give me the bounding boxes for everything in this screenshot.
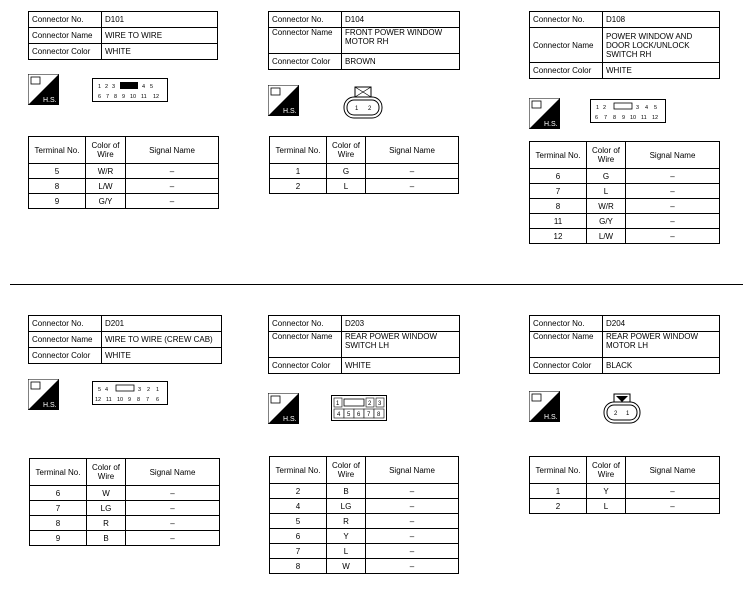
table-row: 2 L –: [530, 499, 720, 514]
table-row: 6 G –: [530, 169, 720, 184]
svg-text:1: 1: [355, 106, 359, 112]
table-row: 12 L/W –: [530, 229, 720, 244]
connector-face-icon: [342, 86, 384, 120]
terminal-no-header: Terminal No.: [270, 457, 327, 484]
svg-text:7: 7: [146, 397, 150, 403]
svg-text:4: 4: [142, 84, 146, 90]
svg-text:H.S.: H.S.: [43, 97, 57, 104]
table-row: 8 L/W –: [29, 179, 219, 194]
signal-name-header: Signal Name: [126, 137, 219, 164]
svg-text:8: 8: [114, 94, 118, 100]
connector-name-value: REAR POWER WINDOW MOTOR LH: [603, 332, 720, 358]
signal-name-header: Signal Name: [366, 457, 459, 484]
terminal-no-header: Terminal No.: [530, 457, 587, 484]
terminal-table-d204: [529, 456, 720, 514]
connector-color-value: BROWN: [342, 54, 460, 70]
hs-icon: [268, 393, 299, 424]
svg-text:4: 4: [337, 412, 341, 418]
svg-text:1: 1: [336, 401, 340, 407]
svg-text:10: 10: [117, 397, 124, 403]
connector-no-value: D108: [603, 12, 720, 28]
svg-text:3: 3: [112, 84, 116, 90]
svg-text:8: 8: [377, 412, 381, 418]
svg-text:1: 1: [626, 411, 630, 417]
svg-text:11: 11: [141, 94, 147, 100]
connector-name-label: Connector Name: [530, 332, 603, 358]
connector-name-value: REAR POWER WINDOW SWITCH LH: [342, 332, 460, 358]
terminal-no-header: Terminal No.: [270, 137, 327, 164]
table-row: 5 W/R –: [29, 164, 219, 179]
svg-text:1: 1: [98, 84, 102, 90]
color-of-wire-header: Color of Wire: [587, 142, 626, 169]
table-row: 9 B –: [30, 531, 220, 546]
connector-color-label: Connector Color: [269, 54, 342, 70]
table-row: 1 G –: [270, 164, 459, 179]
connector-d204-face: [602, 393, 642, 430]
svg-text:4: 4: [645, 105, 649, 111]
terminal-table-d108: [529, 141, 720, 244]
svg-text:12: 12: [95, 397, 102, 403]
table-row: 2 L –: [270, 179, 459, 194]
terminal-table-d201: [29, 458, 220, 546]
table-row: 9 G/Y –: [29, 194, 219, 209]
svg-text:3: 3: [636, 105, 640, 111]
svg-text:8: 8: [613, 115, 617, 121]
hs-icon: [28, 74, 59, 105]
color-of-wire-header: Color of Wire: [327, 457, 366, 484]
connector-color-value: WHITE: [102, 44, 218, 60]
svg-text:7: 7: [106, 94, 110, 100]
svg-text:2: 2: [603, 105, 607, 111]
svg-text:2: 2: [105, 84, 109, 90]
color-of-wire-header: Color of Wire: [87, 459, 126, 486]
connector-d101-face: [92, 78, 168, 107]
connector-no-value: D104: [342, 12, 460, 28]
svg-text:H.S.: H.S.: [283, 108, 297, 115]
connector-d108-info: [529, 11, 720, 79]
svg-text:5: 5: [347, 412, 351, 418]
svg-text:9: 9: [622, 115, 626, 121]
svg-text:7: 7: [367, 412, 371, 418]
connector-name-label: Connector Name: [530, 28, 603, 63]
hs-icon: [268, 85, 299, 116]
svg-text:12: 12: [652, 115, 659, 121]
table-row: 8 R –: [30, 516, 220, 531]
signal-name-header: Signal Name: [366, 137, 459, 164]
connector-no-value: D203: [342, 316, 460, 332]
svg-text:1: 1: [596, 105, 600, 111]
svg-text:4: 4: [105, 387, 109, 393]
svg-text:11: 11: [641, 115, 647, 121]
svg-text:5: 5: [150, 84, 154, 90]
svg-text:7: 7: [604, 115, 608, 121]
section-divider: [10, 284, 743, 285]
table-row: 4 LG –: [270, 499, 459, 514]
connector-color-label: Connector Color: [269, 358, 342, 374]
terminal-no-header: Terminal No.: [30, 459, 87, 486]
connector-no-value: D201: [102, 316, 222, 332]
svg-text:2: 2: [147, 387, 151, 393]
connector-name-value: WIRE TO WIRE (CREW CAB): [102, 332, 222, 348]
signal-name-header: Signal Name: [626, 457, 720, 484]
svg-text:H.S.: H.S.: [544, 121, 558, 128]
connector-face-icon: [602, 393, 642, 425]
connector-d104-face: [342, 86, 384, 125]
connector-color-label: Connector Color: [530, 358, 603, 374]
svg-text:5: 5: [654, 105, 658, 111]
connector-color-value: WHITE: [342, 358, 460, 374]
connector-d203-info: [268, 315, 460, 374]
table-row: 6 W –: [30, 486, 220, 501]
connector-no-value: D101: [102, 12, 218, 28]
connector-d201-face: [92, 381, 168, 410]
svg-text:6: 6: [156, 397, 160, 403]
connector-no-label: Connector No.: [29, 316, 102, 332]
svg-text:10: 10: [130, 94, 137, 100]
table-row: 2 B –: [270, 484, 459, 499]
svg-text:3: 3: [378, 401, 382, 407]
table-row: 11 G/Y –: [530, 214, 720, 229]
connector-color-label: Connector Color: [530, 63, 603, 79]
svg-text:2: 2: [368, 106, 372, 112]
connector-no-label: Connector No.: [530, 316, 603, 332]
svg-text:6: 6: [98, 94, 102, 100]
connector-color-value: BLACK: [603, 358, 720, 374]
signal-name-header: Signal Name: [626, 142, 720, 169]
connector-no-label: Connector No.: [530, 12, 603, 28]
hs-icon: [28, 379, 59, 410]
connector-color-value: WHITE: [603, 63, 720, 79]
svg-text:1: 1: [156, 387, 160, 393]
svg-text:12: 12: [153, 94, 160, 100]
connector-name-value: WIRE TO WIRE: [102, 28, 218, 44]
connector-name-label: Connector Name: [29, 28, 102, 44]
connector-d204-info: [529, 315, 720, 374]
svg-text:11: 11: [106, 397, 112, 403]
connector-color-label: Connector Color: [29, 44, 102, 60]
connector-d203-face: [331, 395, 387, 426]
svg-text:H.S.: H.S.: [43, 402, 57, 409]
table-row: 7 L –: [530, 184, 720, 199]
connector-face-icon: [92, 78, 168, 102]
connector-face-icon: [92, 381, 168, 405]
connector-no-label: Connector No.: [29, 12, 102, 28]
svg-text:6: 6: [595, 115, 599, 121]
connector-d108-face: [590, 99, 666, 128]
svg-text:2: 2: [614, 411, 618, 417]
svg-text:9: 9: [122, 94, 126, 100]
color-of-wire-header: Color of Wire: [86, 137, 126, 164]
connector-name-label: Connector Name: [29, 332, 102, 348]
color-of-wire-header: Color of Wire: [327, 137, 366, 164]
terminal-no-header: Terminal No.: [29, 137, 86, 164]
svg-text:8: 8: [137, 397, 141, 403]
hs-icon: [529, 98, 560, 129]
svg-text:2: 2: [368, 401, 372, 407]
terminal-table-d203: [269, 456, 459, 574]
svg-text:H.S.: H.S.: [544, 414, 558, 421]
svg-text:9: 9: [128, 397, 132, 403]
connector-face-icon: [590, 99, 666, 123]
table-row: 6 Y –: [270, 529, 459, 544]
svg-text:H.S.: H.S.: [283, 416, 297, 423]
terminal-no-header: Terminal No.: [530, 142, 587, 169]
table-row: 8 W –: [270, 559, 459, 574]
connector-no-value: D204: [603, 316, 720, 332]
svg-text:6: 6: [357, 412, 361, 418]
table-row: 7 L –: [270, 544, 459, 559]
table-row: 7 LG –: [30, 501, 220, 516]
signal-name-header: Signal Name: [126, 459, 220, 486]
color-of-wire-header: Color of Wire: [587, 457, 626, 484]
connector-name-value: FRONT POWER WINDOW MOTOR RH: [342, 28, 460, 54]
connector-no-label: Connector No.: [269, 12, 342, 28]
svg-text:10: 10: [630, 115, 637, 121]
connector-name-label: Connector Name: [269, 332, 342, 358]
table-row: 8 W/R –: [530, 199, 720, 214]
svg-text:3: 3: [138, 387, 142, 393]
table-row: 5 R –: [270, 514, 459, 529]
terminal-table-d104: [269, 136, 459, 194]
connector-d101-info: [28, 11, 218, 60]
terminal-table-d101: [28, 136, 219, 209]
connector-face-icon: [331, 395, 387, 421]
connector-d104-info: [268, 11, 460, 70]
connector-color-value: WHITE: [102, 348, 222, 364]
svg-text:5: 5: [98, 387, 102, 393]
connector-name-value: POWER WINDOW AND DOOR LOCK/UNLOCK SWITCH RH: [603, 28, 720, 63]
hs-icon: [529, 391, 560, 422]
connector-no-label: Connector No.: [269, 316, 342, 332]
connector-color-label: Connector Color: [29, 348, 102, 364]
table-row: 1 Y –: [530, 484, 720, 499]
connector-name-label: Connector Name: [269, 28, 342, 54]
connector-d201-info: [28, 315, 222, 364]
